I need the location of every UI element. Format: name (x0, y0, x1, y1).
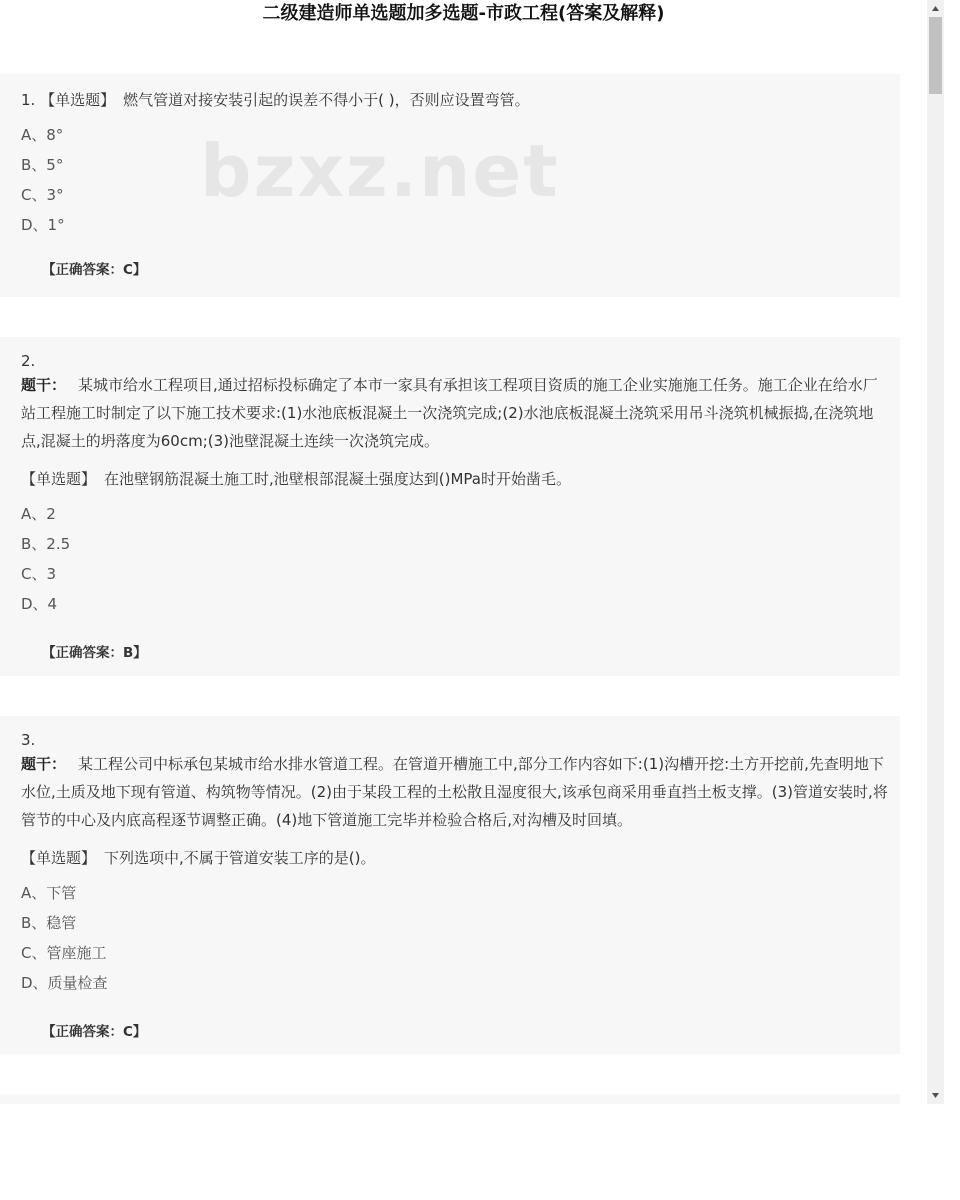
question-number: 1. (21, 91, 36, 109)
question-stem (21, 750, 900, 834)
option-d[interactable]: D、1° (21, 216, 65, 234)
question-line (21, 844, 900, 872)
question-stem (21, 371, 900, 455)
options-list (21, 878, 900, 998)
option-b[interactable]: B、5° (21, 156, 64, 174)
vertical-scrollbar[interactable] (927, 0, 944, 1104)
question-line (21, 86, 900, 114)
option-a[interactable]: A、2 (21, 505, 56, 523)
stem-label: 题干： (21, 376, 67, 394)
option-c[interactable]: C、管座施工 (21, 944, 107, 962)
question-card-partial (0, 1094, 900, 1104)
scroll-thumb[interactable] (929, 17, 942, 94)
correct-answer: 【正确答案：C】 (42, 262, 147, 278)
stem-text: 某城市给水工程项目,通过招标投标确定了本市一家具有承担该工程项目资质的施工企业实施施工任务。施工企业在给水厂站工程施工时制定了以下施工技术要求:(1)水池底板混凝土一次浇筑完成;(2)水池底板混凝土浇筑采用吊斗浇筑机械振捣,在浇筑地点,混凝土的坍落度为60cm;(3)池壁混凝土连续一次浇筑完成。 (21, 376, 878, 450)
option-d[interactable]: D、4 (21, 595, 58, 613)
option-b[interactable]: B、2.5 (21, 535, 71, 553)
question-text: 燃气管道对接安装引起的误差不得小于( )，否则应设置弯管。 (123, 91, 530, 109)
correct-answer: 【正确答案：C】 (42, 1024, 147, 1040)
scroll-down-icon[interactable] (927, 1087, 944, 1104)
question-number: 3. (21, 731, 36, 749)
question-card (0, 337, 900, 676)
question-number: 2. (21, 352, 36, 370)
page-title: 二级建造师单选题加多选题-市政工程(答案及解释) (262, 3, 665, 24)
scroll-up-icon[interactable] (927, 0, 944, 17)
question-card (0, 716, 900, 1054)
options-list (21, 499, 900, 619)
options-list (21, 120, 900, 240)
correct-answer: 【正确答案：B】 (42, 645, 147, 661)
option-a[interactable]: A、下管 (21, 884, 77, 902)
option-c[interactable]: C、3 (21, 565, 57, 583)
question-type-label: 【单选题】 (21, 849, 97, 867)
question-type-label: 【单选题】 (21, 470, 97, 488)
option-b[interactable]: B、稳管 (21, 914, 77, 932)
question-card (0, 74, 900, 297)
question-type-label: 【单选题】 (40, 91, 116, 109)
stem-text: 某工程公司中标承包某城市给水排水管道工程。在管道开槽施工中,部分工作内容如下:(1)沟槽开挖:土方开挖前,先查明地下水位,土质及地下现有管道、构筑物等情况。(2)由于某段工程的土松散且湿度很大,该承包商采用垂直挡土板支撑。(3)管道安装时,将管节的中心及内底高程逐节调整正确。(4)地下管道施工完毕并检验合格后,对沟槽及时回填。 (21, 755, 888, 829)
question-text: 在池壁钢筋混凝土施工时,池壁根部混凝土强度达到()MPa时开始凿毛。 (104, 470, 571, 488)
question-text: 下列选项中,不属于管道安装工序的是()。 (104, 849, 376, 867)
stem-label: 题干： (21, 755, 67, 773)
option-a[interactable]: A、8° (21, 126, 64, 144)
watermark: bzxz.net (200, 129, 560, 213)
option-d[interactable]: D、质量检查 (21, 974, 108, 992)
question-line (21, 465, 900, 493)
option-c[interactable]: C、3° (21, 186, 64, 204)
